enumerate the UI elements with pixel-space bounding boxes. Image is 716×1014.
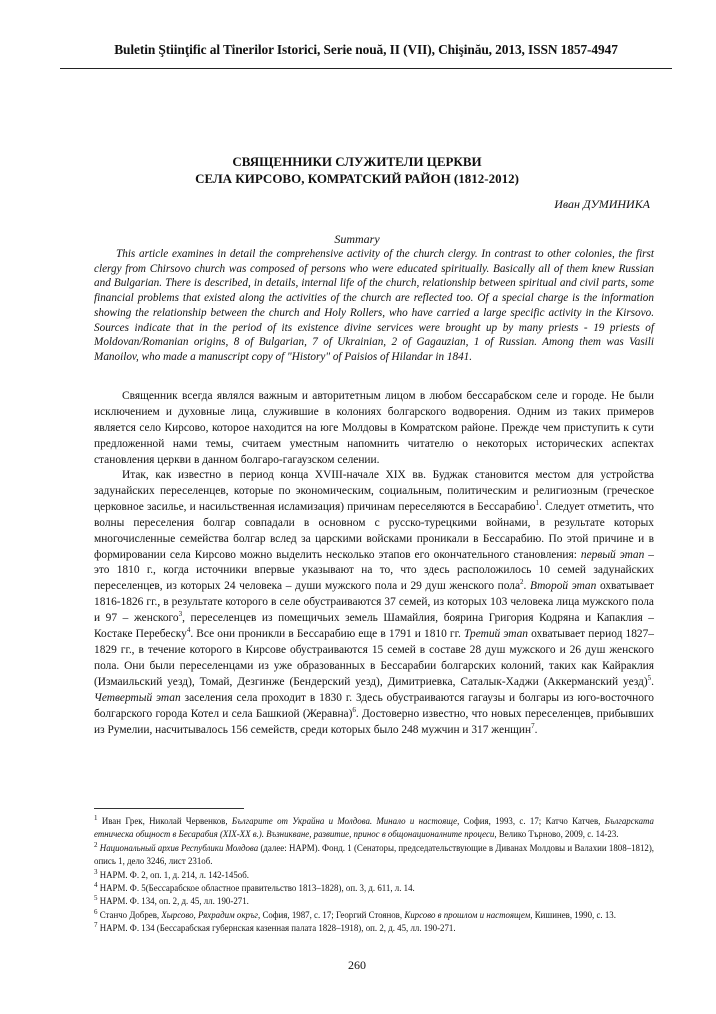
footnote-source-title: Българите от Украйна и Молдова. Минало и настояще — [231, 816, 458, 826]
footnote-number: 4 — [94, 881, 98, 890]
text-run: Итак, как известно в период конца XVIII-начале XIX вв. Буджак становится местом для устройства задунайских переселенцев, которые по экономическим, социальным, политическим и религиозным (греческое церковное засилье, и насильственная исламизация) причинам переселяются в Бессарабию — [94, 469, 654, 513]
text-run: Иван Грек, Николай Червенков, — [97, 816, 232, 826]
text-run: . Все они проникли в Бессарабию еще в 1791 и 1810 гг. — [190, 628, 464, 641]
text-run: , Кишинев, 1990, с. 13. — [530, 909, 616, 920]
text-run: НАРМ. Ф. 2, оп. 1, д. 214, л. 142-145об. — [97, 869, 249, 880]
stage-label-1: первый этап — [580, 548, 645, 561]
summary-text: This article examines in detail the comprehensive activity of the church clergy. In contrast to other colonies, the first clergy from Chirsovo church was composed of persons who were educated spiritually. Basically all of them knew Russian and Bulgarian. There is described, in details, internal life of the church, relationship between spiritual and civil parts, some financial problems that existed along the activities of the church are reflected too. Of a special charge is the information showing the relationship between the church and Holy Rollers, who have carried a large specific activity in the Kirsovo. Sources indicate that in the period of its existence divine services were brought up by many priests - 19 priests of Moldovan/Romanian origins, 8 of Bulgarian, 7 of Ukrainian, 2 of Gagauzian, 1 of Russian. Among them was Vasili Manoilov, who made a manuscript copy of "History" of Paisios of Hilandar in 1841. — [94, 248, 654, 363]
footnote-divider — [94, 808, 244, 809]
text-run: НАРМ. Ф. 5(Бессарабское областное правительство 1813–1828), оп. 3, д. 611, л. 14. — [97, 883, 415, 894]
footnote-ref-1[interactable]: 1 — [535, 499, 540, 508]
summary-heading: Summary — [334, 232, 380, 246]
footnote-source-title: Българската етническа общност в Бесарабия (XIX-XX в.). Възникване, развитие, принос в общонационалните процеси — [94, 816, 654, 840]
footnote-source-title: Хырсово, Ряхрадим окръг — [161, 909, 259, 920]
text-run: . Достоверно известно, что новых переселенцев, прибывших из Румелии, насчитывалось 156 семейств, среди которых было 248 мужчин и 317 женщин — [94, 707, 654, 736]
stage-label-2: Второй этап — [529, 580, 597, 593]
footnote-source-title: Национальный архив Республики Молдова — [99, 842, 259, 853]
article-author: Иван ДУМИНИКА — [554, 197, 650, 211]
body-paragraph-2 — [94, 468, 654, 738]
text-run: . Следует отметить, что волны переселения болгар совпадали в основном с русско-турецкими войнами, в результате которых многочисленные семейства болгар вслед за царскими войсками проникали в Бессарабию. По этой причине и в формировании села Кирсово можно выделить несколько этапов его окончательного становления: — [94, 500, 654, 561]
text-run: (далее: НАРМ). Фонд. 1 (Сенаторы, председательствующие в Диванах Молдовы и Валахии 1808–1812), опись 1, дело 3246, лист 231об. — [94, 842, 655, 867]
text-run: , София, 1987, с. 17; Георгий Стоянов, — [258, 909, 405, 920]
text-run: Станчо Добрев, — [97, 909, 162, 920]
footnote-7 — [94, 922, 654, 935]
footnote-number: 1 — [94, 814, 98, 823]
header-divider — [60, 68, 672, 69]
footnote-number: 5 — [94, 894, 98, 903]
text-run: охватывает период 1827–1829 гг., в течение которого в Кирсове обустраиваются 15 семей в составе 28 душ мужского и 26 душ женского пола. Они были переселенцами из уже образованных в Бессарабии болгарских колоний, таких как Кайраклия (Измаильский уезд), Томай, Дезгинже (Бендерский уезд), Димитриевка, Саталык-Хаджи (Аккерманский уезд) — [94, 628, 654, 688]
text-run: НАРМ. Ф. 134, оп. 2, д. 45, лл. 190-271. — [97, 896, 249, 907]
text-run: , Велико Търново, 2009, с. 14-23. — [494, 829, 619, 840]
footnote-1 — [94, 815, 654, 842]
footnote-ref-7[interactable]: 7 — [531, 721, 535, 730]
footnote-number: 6 — [94, 907, 98, 916]
footnote-ref-4[interactable]: 4 — [186, 626, 191, 635]
footnote-number: 3 — [94, 867, 98, 876]
footnote-source-title: Кирсово в прошлом и настоящем — [404, 909, 531, 920]
footnote-3 — [94, 869, 654, 882]
footnote-ref-6[interactable]: 6 — [352, 705, 356, 714]
page-number: 260 — [348, 958, 366, 972]
article-title-line-2: СЕЛА КИРСОВО, КОМРАТСКИЙ РАЙОН (1812-2012) — [195, 171, 519, 186]
text-run: заселения села проходит в 1830 г. Здесь обустраиваются гагаузы и болгары из юго-восточного болгарского города Котел и села Башкиой (Жеравна) — [94, 691, 654, 720]
text-run: . — [523, 580, 530, 593]
text-run: . — [651, 675, 654, 688]
stage-label-4: Четвертый этап — [94, 691, 181, 704]
footnote-4 — [94, 882, 654, 895]
text-run: , София, 1993, с. 17; Катчо Катчев, — [457, 816, 605, 826]
body-paragraph-1: Священник всегда являлся важным и авторитетным лицом в любом бессарабском селе и городе. Не были исключением и духовные лица, служившие в колониях болгарского водворения. Одним из таких примеров является село Кирсово, которое находится на юге Молдовы в Комратском районе. Прежде чем приступить к сути предложенной нами темы, считаем уместным напомнить читателю о некоторых исторических аспектах становления церкви в данном болгаро-гагаузском селении. — [94, 390, 654, 466]
footnote-number: 2 — [94, 840, 98, 849]
footnote-ref-5[interactable]: 5 — [647, 673, 652, 682]
text-run: . — [534, 723, 538, 736]
footnote-ref-3[interactable]: 3 — [178, 610, 183, 619]
footnote-number: 7 — [94, 921, 98, 930]
footnote-6 — [94, 909, 654, 922]
journal-header: Buletin Ştiinţific al Tinerilor Istorici, Serie nouă, II (VII), Chişinău, 2013, ISSN 1857-4947 — [114, 42, 618, 57]
footnote-2 — [94, 842, 654, 869]
text-run: охватывает 1816-1826 гг., в результате которого в селе обустраиваются 37 семей, из которых 103 человека лица мужского пола и 97 – женского — [94, 580, 654, 625]
footnote-5 — [94, 895, 654, 908]
stage-label-3: Третий этап — [463, 628, 528, 641]
article-title-line-1: СВЯЩЕННИКИ СЛУЖИТЕЛИ ЦЕРКВИ — [232, 154, 482, 169]
text-run: НАРМ. Ф. 134 (Бессарабская губернская казенная палата 1828–1918), оп. 2, д. 45, лл. 190-271. — [97, 923, 456, 934]
text-run: , переселенцев из помещичьих земель Шамайлия, боярина Григория Кодряна и Капаклия – Костаке Перебеску — [94, 612, 654, 641]
footnote-ref-2[interactable]: 2 — [520, 578, 524, 587]
text-run: – это 1810 г., когда источники впервые указывают на то, что здесь расположилось 10 семей задунайских переселенцев, из которых 24 человека – души мужского пола и 29 душ женского пола — [94, 548, 654, 593]
footnotes — [94, 815, 654, 936]
